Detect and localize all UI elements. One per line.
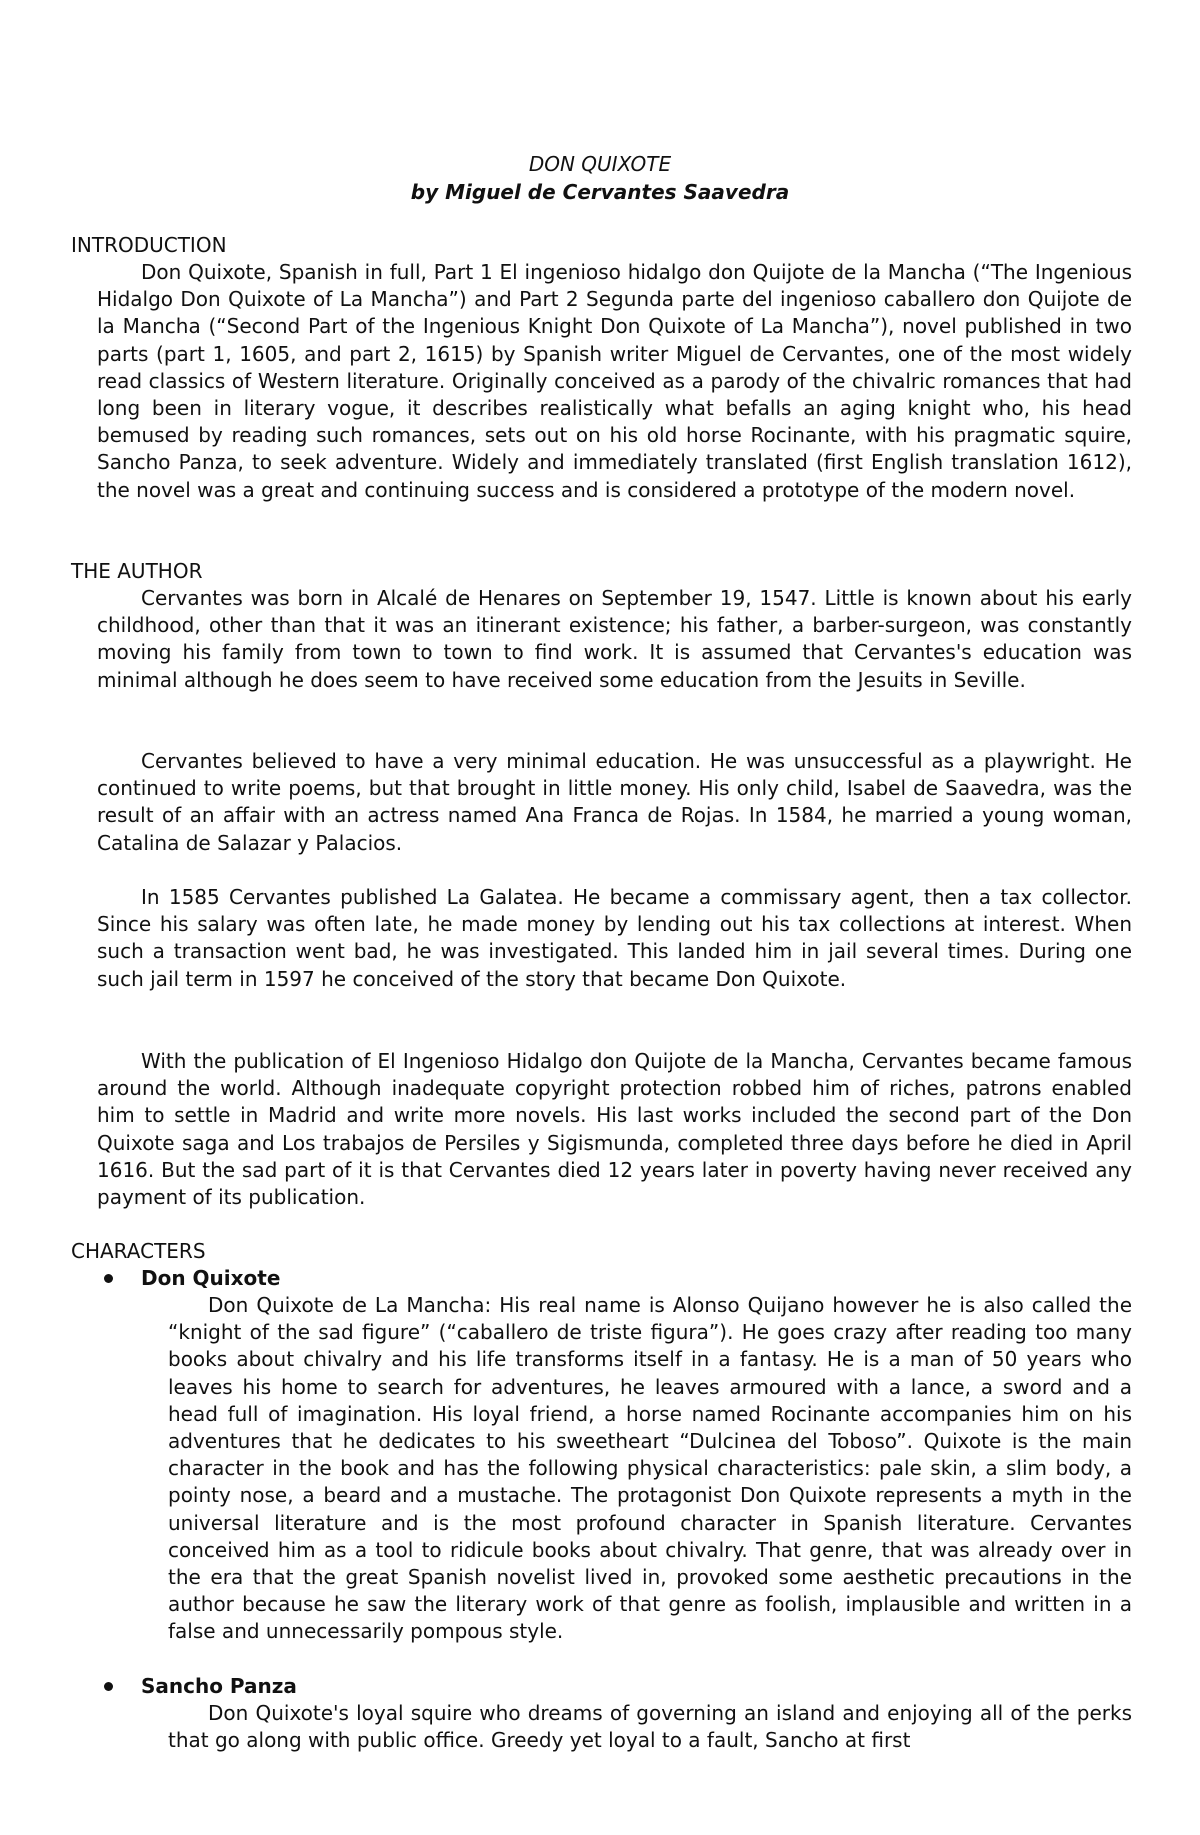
- document-byline: by Miguel de Cervantes Saavedra: [410, 180, 790, 204]
- character-name: Sancho Panza: [141, 1674, 297, 1698]
- introduction-heading: INTRODUCTION: [71, 233, 227, 257]
- characters-heading: CHARACTERS: [71, 1239, 206, 1263]
- author-paragraph-1: Cervantes was born in Alcalé de Henares on September 19, 1547. Little is known about his early childhood, other than that it was an itinerant existence; his father, a barber-surgeon, was constantly moving his family from town to town to find work. It is assumed that Cervantes's education was minimal although he does seem to have received some education from the Jesuits in Seville.: [97, 586, 1132, 692]
- bullet-dot-icon: [104, 1682, 113, 1691]
- character-description-sancho-panza: Don Quixote's loyal squire who dreams of governing an island and enjoying all of the perks that go along with public office. Greedy yet loyal to a fault, Sancho at first: [168, 1701, 1132, 1753]
- character-name: Don Quixote: [141, 1266, 281, 1290]
- character-description-don-quixote: Don Quixote de La Mancha: His real name is Alonso Quijano however he is also called the “knight of the sad figure” (“caballero de triste figura”). He goes crazy after reading too many books about chivalry and his life transforms itself in a fantasy. He is a man of 50 years who leaves his home to search for adventures, he leaves armoured with a lance, a sword and a head full of imagination. His loyal friend, a horse named Rocinante accompanies him on his adventures that he dedicates to his sweetheart “Dulcinea del Toboso”. Quixote is the main character in the book and has the following physical characteristics: pale skin, a slim body, a pointy nose, a beard and a mustache. The protagonist Don Quixote represents a myth in the universal literature and is the most profound character in Spanish literature. Cervantes conceived him as a tool to ridicule books about chivalry. That genre, that was already over in the era that the great Spanish novelist lived in, provoked some aesthetic precautions in the author because he saw the literary work of that genre as foolish, implausible and written in a false and unnecessarily pompous style.: [168, 1293, 1132, 1644]
- bullet-dot-icon: [104, 1274, 113, 1283]
- author-paragraph-4: With the publication of El Ingenioso Hidalgo don Quijote de la Mancha, Cervantes became famous around the world. Although inadequate copyright protection robbed him of riches, patrons enabled him to settle in Madrid and write more novels. His last works included the second part of the Don Quixote saga and Los trabajos de Persiles y Sigismunda, completed three days before he died in April 1616. But the sad part of it is that Cervantes died 12 years later in poverty having never received any payment of its publication.: [97, 1049, 1132, 1210]
- author-heading: THE AUTHOR: [71, 559, 203, 583]
- introduction-paragraph: Don Quixote, Spanish in full, Part 1 El ingenioso hidalgo don Quijote de la Mancha (“The Ingenious Hidalgo Don Quixote of La Mancha”) and Part 2 Segunda parte del ingenioso caballero don Quijote de la Mancha (“Second Part of the Ingenious Knight Don Quixote of La Mancha”), novel published in two parts (part 1, 1605, and part 2, 1615) by Spanish writer Miguel de Cervantes, one of the most widely read classics of Western literature. Originally conceived as a parody of the chivalric romances that had long been in literary vogue, it describes realistically what befalls an aging knight who, his head bemused by reading such romances, sets out on his old horse Rocinante, with his pragmatic squire, Sancho Panza, to seek adventure. Widely and immediately translated (first English translation 1612), the novel was a great and continuing success and is considered a prototype of the modern novel.: [97, 260, 1132, 502]
- document-title: DON QUIXOTE: [528, 152, 672, 176]
- author-paragraph-3: In 1585 Cervantes published La Galatea. He became a commissary agent, then a tax collector. Since his salary was often late, he made money by lending out his tax collections at interest. When such a transaction went bad, he was investigated. This landed him in jail several times. During one such jail term in 1597 he conceived of the story that became Don Quixote.: [97, 885, 1132, 991]
- author-paragraph-2: Cervantes believed to have a very minimal education. He was unsuccessful as a playwright. He continued to write poems, but that brought in little money. His only child, Isabel de Saavedra, was the result of an affair with an actress named Ana Franca de Rojas. In 1584, he married a young woman, Catalina de Salazar y Palacios.: [97, 749, 1132, 855]
